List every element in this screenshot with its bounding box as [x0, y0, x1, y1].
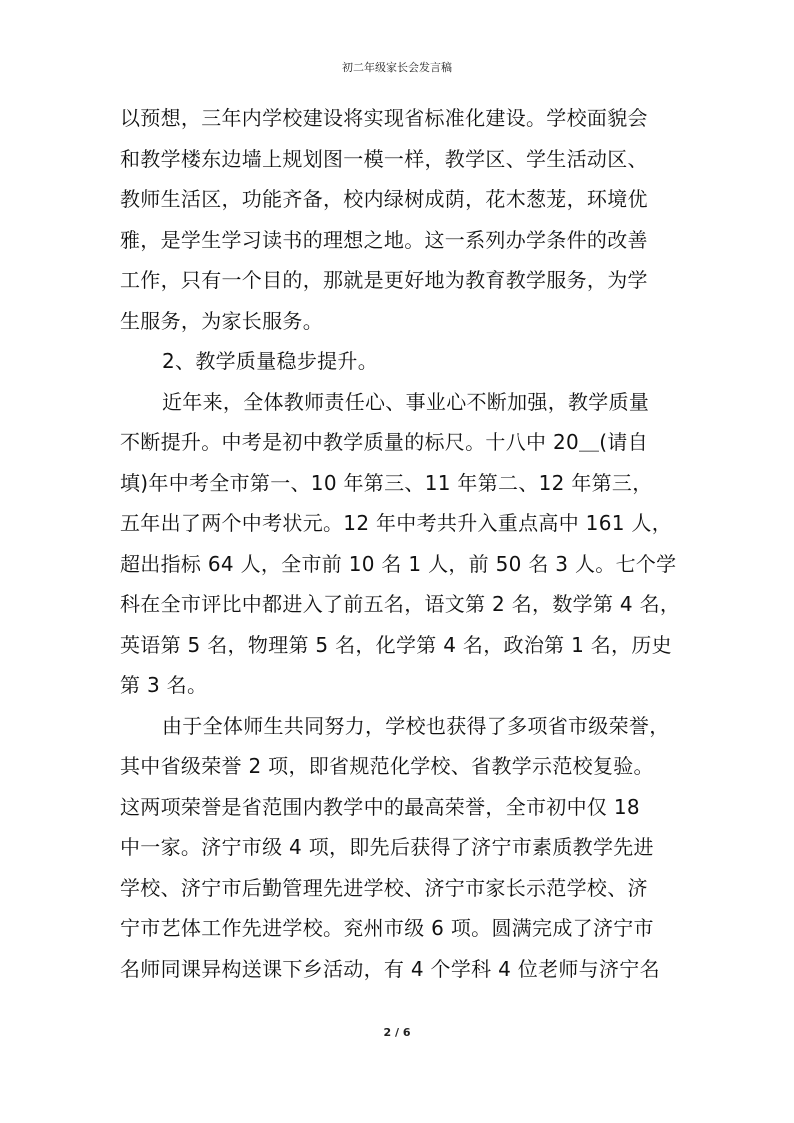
page-header-title: 初二年级家长会发言稿: [342, 61, 452, 74]
page-number: 2 / 6: [383, 1026, 411, 1039]
text-line: 以预想，三年内学校建设将实现省标准化建设。学校面貌会: [120, 106, 648, 130]
text-line: 生服务，为家长服务。: [120, 308, 323, 333]
text-line: 英语第 5 名，物理第 5 名，化学第 4 名，政治第 1 名，历史: [120, 632, 672, 657]
text-line: 第 3 名。: [120, 673, 208, 697]
text-line: 雅，是学生学习读书的理想之地。这一系列办学条件的改善: [120, 227, 648, 252]
text-line: 宁市艺体工作先进学校。兖州市级 6 项。圆满完成了济宁市: [120, 916, 654, 940]
text-line: 五年出了两个中考状元。12 年中考共升入重点高中 161 人，: [120, 511, 672, 535]
text-line: 工作，只有一个目的，那就是更好地为教育教学服务，为学: [120, 268, 648, 292]
document-body: [120, 98, 680, 989]
text-line: 不断提升。中考是初中教学质量的标尺。十八中 20＿(请自: [120, 430, 649, 454]
text-line: 中一家。济宁市级 4 项，即先后获得了济宁市素质教学先进: [120, 835, 654, 859]
section-heading: 2、教学质量稳步提升。: [162, 349, 379, 373]
text-line: 名师同课异构送课下乡活动，有 4 个学科 4 位老师与济宁名: [120, 956, 660, 981]
text-line: 近年来，全体教师责任心、事业心不断加强，教学质量: [162, 389, 650, 414]
text-line: 学校、济宁市后勤管理先进学校、济宁市家长示范学校、济: [120, 875, 648, 900]
text-line: 由于全体师生共同努力，学校也获得了多项省市级荣誉，: [162, 713, 670, 738]
text-line: 这两项荣誉是省范围内教学中的最高荣誉，全市初中仅 18: [120, 794, 640, 819]
text-line: 教师生活区，功能齐备，校内绿树成荫，花木葱茏，环境优: [120, 187, 648, 211]
text-line: 超出指标 64 人，全市前 10 名 1 人，前 50 名 3 人。七个学: [120, 551, 677, 576]
text-line: 其中省级荣誉 2 项，即省规范化学校、省教学示范校复验。: [120, 754, 654, 778]
text-line: 科在全市评比中都进入了前五名，语文第 2 名，数学第 4 名，: [120, 592, 681, 616]
text-line: 和教学楼东边墙上规划图一模一样，教学区、学生活动区、: [120, 146, 648, 171]
text-line: 填)年中考全市第一、10 年第三、11 年第二、12 年第三，: [120, 470, 653, 495]
